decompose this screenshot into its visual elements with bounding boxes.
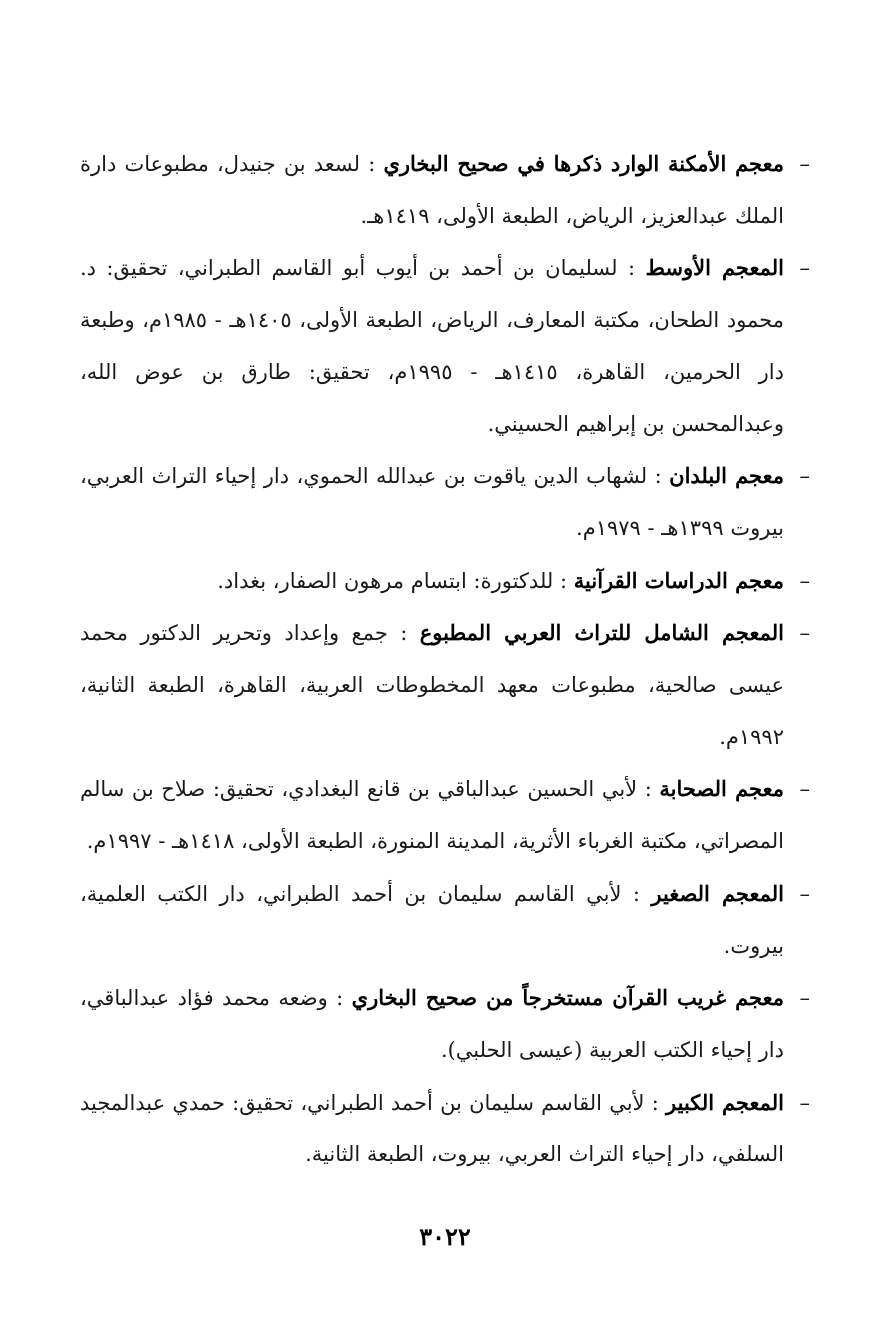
bibliography-list [80,138,810,1181]
entry-title: المعجم الأوسط [645,255,784,281]
bibliography-entry [80,868,810,972]
bibliography-entry [80,242,810,450]
page-number: ٣٠٢٢ [419,1222,471,1251]
entry-details: : وضعه محمد فؤاد عبدالباقي، دار إحياء الكتب العربية (عيسى الحلبي). [80,986,784,1062]
entry-dash: – [799,1090,810,1115]
entry-details: : لأبي الحسين عبدالباقي بن قانع البغدادي، تحقيق: صلاح بن سالم المصراتي، مكتبة الغرباء الأثرية، المدينة المنورة، الطبعة الأولى، ١٤١٨هـ - ١٩٩٧م. [80,777,784,854]
entry-details: : لشهاب الدين ياقوت بن عبدالله الحموي، دار إحياء التراث العربي، بيروت ١٣٩٩هـ - ١٩٧٩م. [80,464,784,540]
bibliography-entry [80,450,810,554]
entry-title: المعجم الكبير [666,1089,784,1115]
bibliography-entry [80,763,810,867]
entry-title: معجم الصحابة [659,776,784,802]
entry-title: معجم الدراسات القرآنية [573,567,784,593]
bibliography-entry [80,972,810,1076]
entry-dash: – [799,621,810,646]
bibliography-entry [80,1077,810,1181]
entry-title: معجم البلدان [669,463,784,489]
entry-details: : لسليمان بن أحمد بن أيوب أبو القاسم الطبراني، تحقيق: د. محمود الطحان، مكتبة المعارف، الرياض، الطبعة الأولى، ١٤٠٥هـ - ١٩٨٥م، وطبعة دار الحرمين، القاهرة، ١٤١٥هـ - ١٩٩٥م، تحقيق: طارق بن عوض الله، وعبدالمحسن بن إبراهيم الحسيني. [80,256,784,436]
entry-title: معجم الأمكنة الوارد ذكرها في صحيح البخاري [383,151,784,176]
entry-dash: – [799,152,810,176]
bibliography-entry [80,607,810,763]
entry-dash: – [799,986,810,1011]
entry-details: : لأبي القاسم سليمان بن أحمد الطبراني، دار الكتب العلمية، بيروت. [80,881,784,958]
entry-dash: – [799,881,810,906]
entry-dash: – [799,256,810,281]
entry-title: معجم غريب القرآن مستخرجاً من صحيح البخاري [351,985,784,1011]
bibliography-entry [80,555,810,608]
document-page [80,0,810,1320]
entry-dash: – [799,464,810,489]
bibliography-entry [80,138,810,242]
entry-dash: – [799,777,810,802]
entry-details: : جمع وإعداد وتحرير الدكتور محمد عيسى صالحية، مطبوعات معهد المخطوطات العربية، القاهرة، الطبعة الثانية، ١٩٩٢م. [80,621,784,749]
entry-details: : للدكتورة: ابتسام مرهون الصفار، بغداد. [217,568,568,593]
entry-title: المعجم الصغير [651,880,784,906]
entry-details: : لسعد بن جنيدل، مطبوعات دارة الملك عبدالعزيز، الرياض، الطبعة الأولى، ١٤١٩هـ. [80,152,784,228]
entry-dash: – [799,568,810,593]
entry-title: المعجم الشامل للتراث العربي المطبوع [419,620,784,646]
entry-details: : لأبي القاسم سليمان بن أحمد الطبراني، تحقيق: حمدي عبدالمجيد السلفي، دار إحياء التراث العربي، بيروت، الطبعة الثانية. [80,1090,784,1167]
